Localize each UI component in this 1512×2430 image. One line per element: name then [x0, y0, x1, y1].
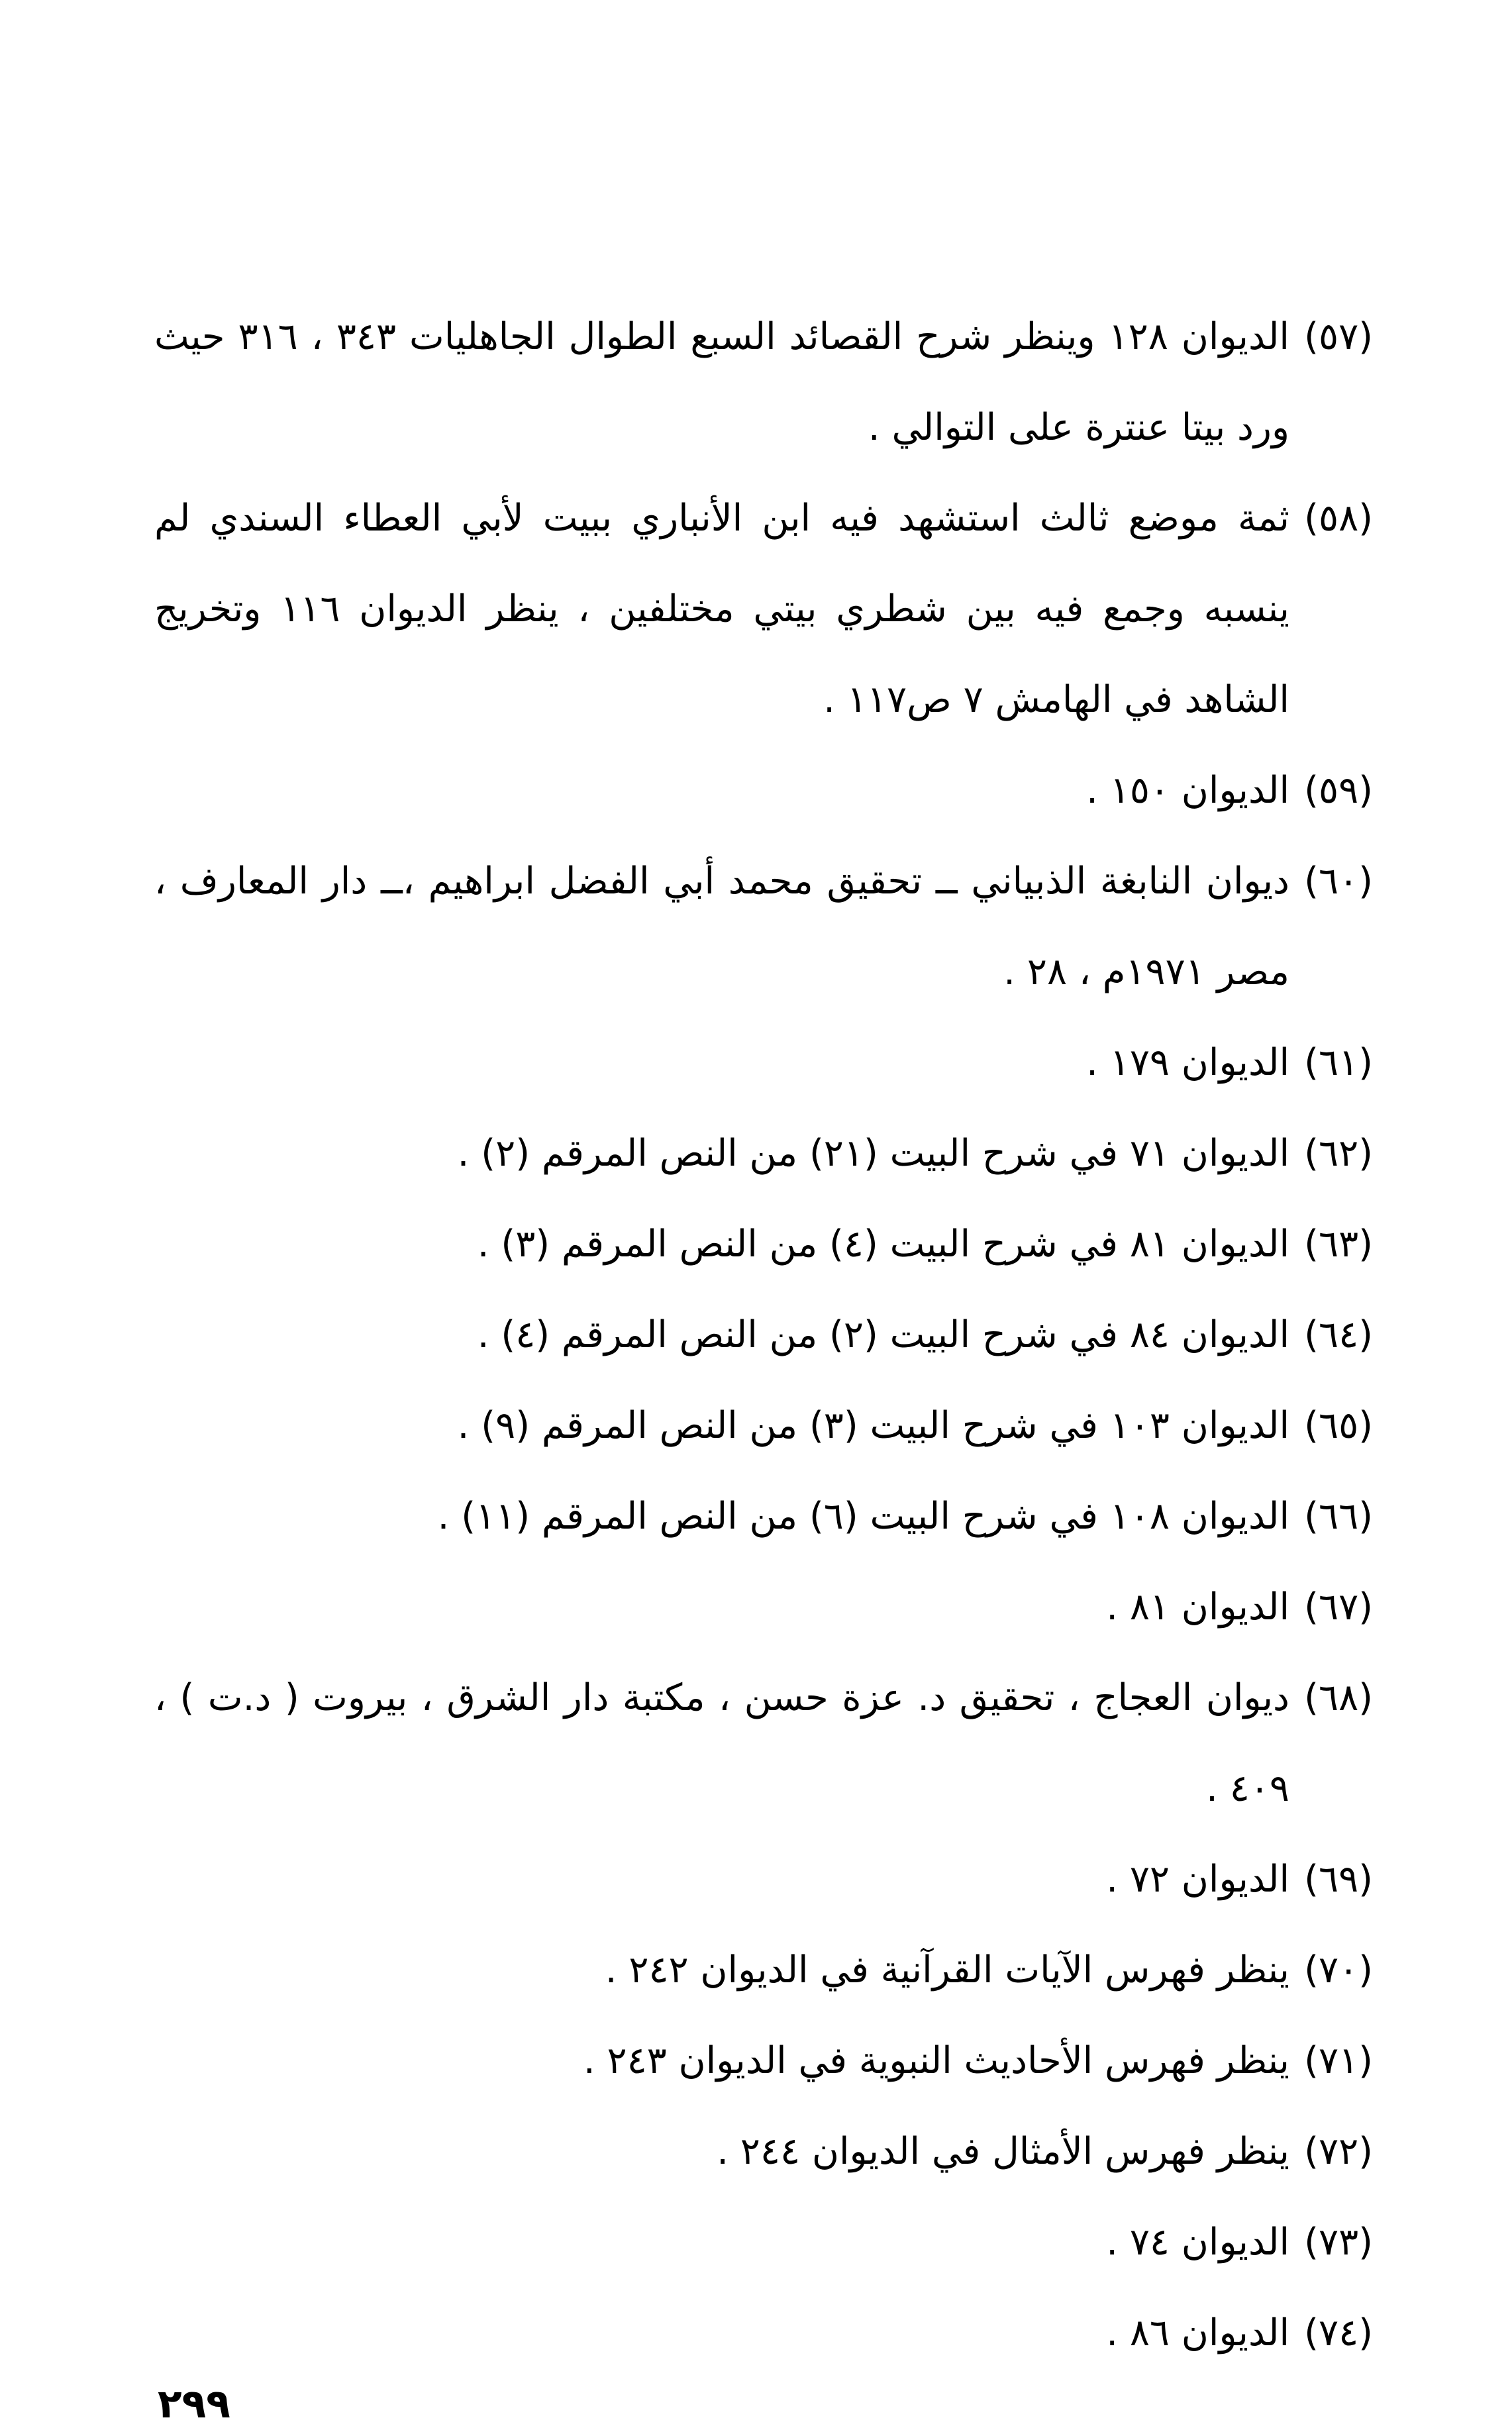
footnote-number: (٦٤) [1304, 1313, 1373, 1356]
footnote-67 [154, 1562, 1373, 1652]
footnote-number: (٦١) [1304, 1041, 1373, 1084]
footnote-text: ثمة موضع ثالث استشهد فيه ابن الأنباري ببيت لأبي العطاء السندي لم ينسبه وجمع فيه بين شطري بيتي مختلفين ، ينظر الديوان ١١٦ وتخريج الشاهد في الهامش ٧ ص١١٧ . [154, 497, 1289, 721]
footnote-number: (٦٠) [1304, 860, 1373, 903]
footnote-text: الديوان ٧٢ . [1106, 1858, 1289, 1901]
footnote-57 [154, 291, 1373, 473]
footnote-61 [154, 1017, 1373, 1108]
footnote-59 [154, 745, 1373, 836]
footnote-text: الديوان ٧٤ . [1106, 2221, 1289, 2264]
footnote-68 [154, 1652, 1373, 1834]
footnotes-list [154, 291, 1373, 2378]
footnote-text: الديوان ١٧٩ . [1086, 1041, 1289, 1084]
footnote-number: (٧٣) [1304, 2221, 1373, 2264]
footnote-text: الديوان ١٢٨ وينظر شرح القصائد السبع الطوال الجاهليات ٣٤٣ ، ٣١٦ حيث ورد بيتا عنترة على التوالي . [154, 315, 1289, 449]
footnote-text: ينظر فهرس الأمثال في الديوان ٢٤٤ . [717, 2130, 1289, 2173]
footnote-text: الديوان ٨١ . [1106, 1586, 1289, 1629]
footnote-number: (٥٧) [1304, 315, 1373, 358]
footnote-number: (٦٢) [1304, 1132, 1373, 1175]
footnote-74 [154, 2288, 1373, 2378]
footnote-63 [154, 1199, 1373, 1290]
footnote-text: الديوان ١٥٠ . [1086, 769, 1289, 812]
footnote-text: ديوان العجاج ، تحقيق د. عزة حسن ، مكتبة دار الشرق ، بيروت ( د.ت ) ، ٤٠٩ . [154, 1676, 1289, 1810]
footnote-number: (٦٦) [1304, 1495, 1373, 1538]
footnote-73 [154, 2197, 1373, 2288]
page-number: ٢٩٩ [158, 2381, 230, 2427]
footnote-66 [154, 1471, 1373, 1562]
footnote-number: (٧٢) [1304, 2130, 1373, 2173]
footnote-number: (٦٥) [1304, 1404, 1373, 1447]
footnote-text: الديوان ٨١ في شرح البيت (٤) من النص المرقم (٣) . [477, 1223, 1289, 1266]
footnote-69 [154, 1834, 1373, 1925]
footnote-70 [154, 1925, 1373, 2015]
footnote-text: ينظر فهرس الآيات القرآنية في الديوان ٢٤٢ . [605, 1949, 1289, 1992]
footnote-71 [154, 2015, 1373, 2106]
footnote-number: (٥٨) [1304, 497, 1373, 540]
footnote-number: (٧٠) [1304, 1949, 1373, 1992]
footnote-58 [154, 473, 1373, 745]
footnote-number: (٦٨) [1304, 1676, 1373, 1719]
footnote-text: الديوان ٧١ في شرح البيت (٢١) من النص المرقم (٢) . [457, 1132, 1289, 1175]
footnote-text: ديوان النابغة الذبياني ــ تحقيق محمد أبي الفضل ابراهيم ،ــ دار المعارف ، مصر ١٩٧١م ، ٢٨ . [154, 860, 1289, 993]
footnote-number: (٦٣) [1304, 1223, 1373, 1266]
footnote-number: (٧١) [1304, 2039, 1373, 2082]
footnote-64 [154, 1290, 1373, 1380]
footnote-72 [154, 2106, 1373, 2197]
footnote-text: الديوان ٨٦ . [1106, 2311, 1289, 2354]
footnote-text: الديوان ٨٤ في شرح البيت (٢) من النص المرقم (٤) . [477, 1313, 1289, 1356]
footnote-text: ينظر فهرس الأحاديث النبوية في الديوان ٢٤٣ . [583, 2039, 1289, 2082]
footnote-number: (٥٩) [1304, 769, 1373, 812]
footnote-text: الديوان ١٠٨ في شرح البيت (٦) من النص المرقم (١١) . [437, 1495, 1289, 1538]
footnote-text: الديوان ١٠٣ في شرح البيت (٣) من النص المرقم (٩) . [457, 1404, 1289, 1447]
footnote-62 [154, 1108, 1373, 1199]
footnote-number: (٧٤) [1304, 2311, 1373, 2354]
footnote-number: (٦٧) [1304, 1586, 1373, 1629]
footnote-65 [154, 1380, 1373, 1471]
footnote-number: (٦٩) [1304, 1858, 1373, 1901]
footnote-60 [154, 836, 1373, 1017]
